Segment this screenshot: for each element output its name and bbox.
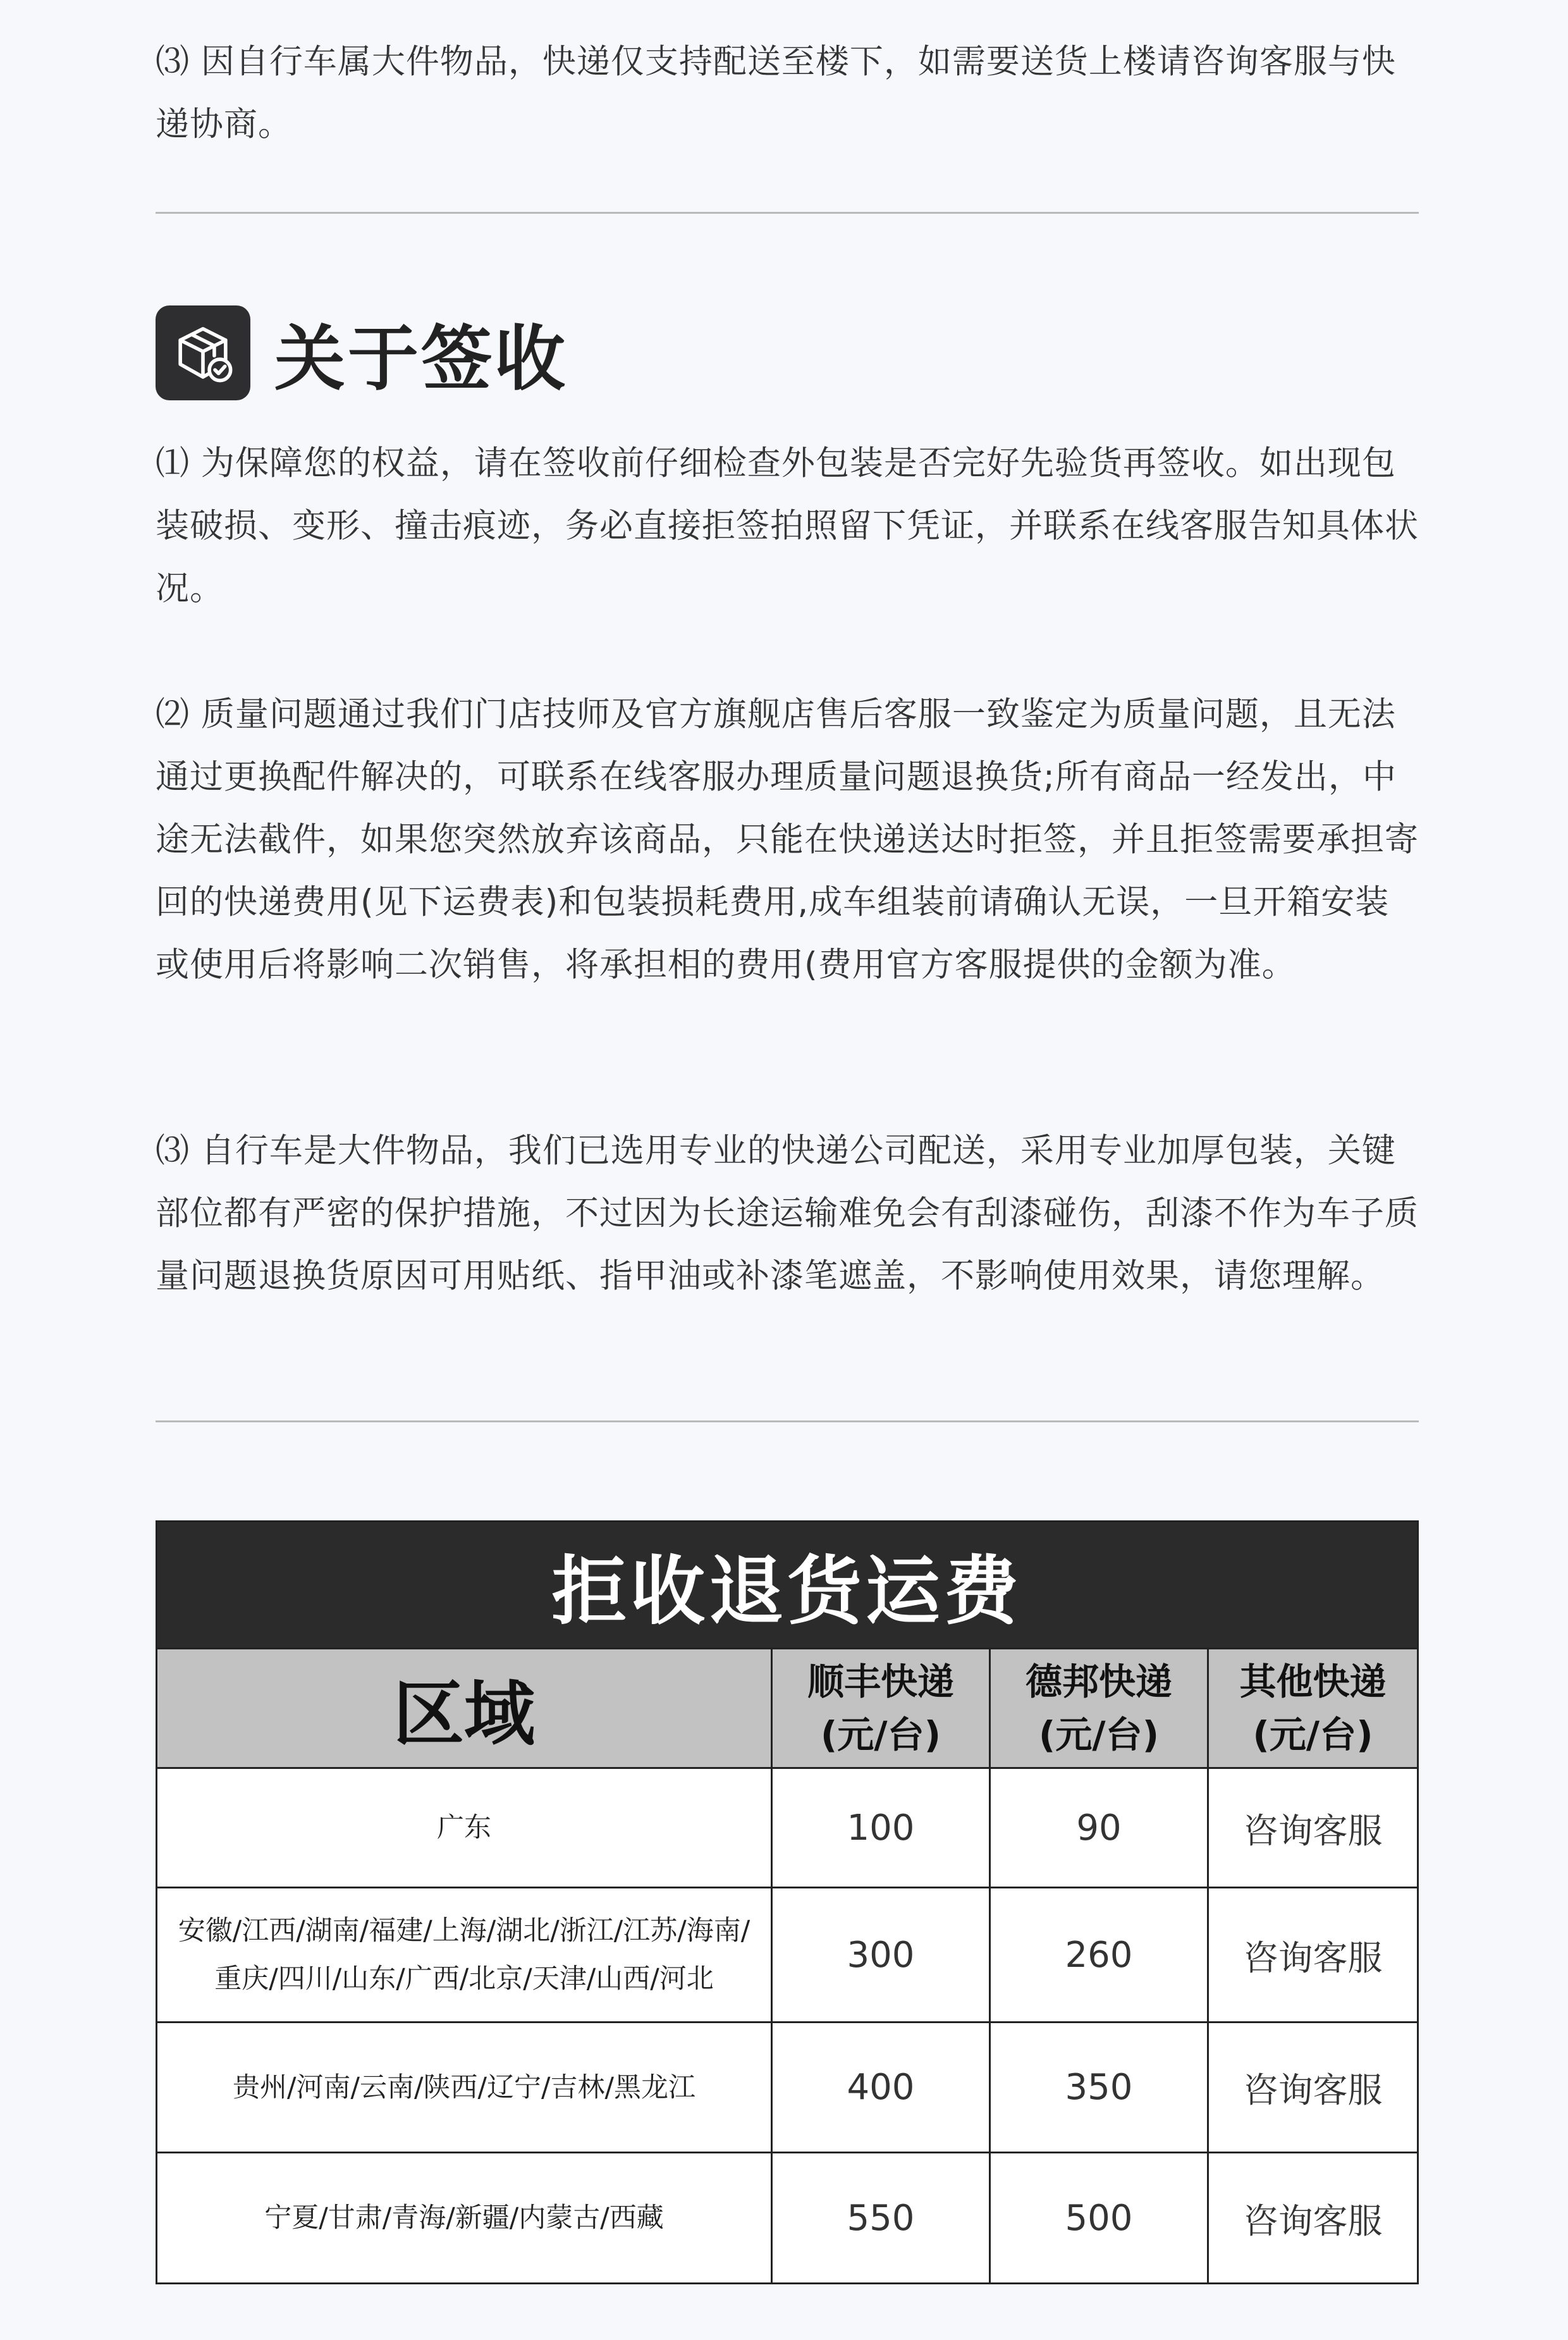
row-sf-fee: 100 — [771, 1769, 989, 1887]
row-sf-fee: 550 — [771, 2153, 989, 2282]
delivery-note-item-3: ⑶ 因自行车属大件物品，快递仅支持配送至楼下，如需要送货上楼请咨询客服与快递协商。 — [156, 42, 1396, 144]
row-other-fee: 咨询客服 — [1207, 2153, 1417, 2282]
header-db — [989, 1649, 1207, 1767]
table-row — [157, 1767, 1417, 1887]
header-db-unit: (元/台) — [1038, 1713, 1160, 1756]
divider-bottom — [156, 1420, 1419, 1422]
header-other-unit: (元/台) — [1253, 1713, 1373, 1756]
row-db-fee: 90 — [989, 1769, 1207, 1887]
signing-item-2: ⑵ 质量问题通过我们门店技师及官方旗舰店售后客服一致鉴定为质量问题，且无法通过更换配件解决的，可联系在线客服办理质量问题退换货;所有商品一经发出，中途无法截件，如果您突然放弃该商品，只能在快递送达时拒签，并且拒签需要承担寄回的快递费用(见下运费表)和包装损耗费用,成车组装前请确认无误，一旦开箱安装或使用后将影响二次销售，将承担相的费用(费用官方客服提供的金额为准。 — [156, 695, 1419, 984]
row-sf-fee: 400 — [771, 2023, 989, 2152]
row-other-fee: 咨询客服 — [1207, 1769, 1417, 1887]
signing-section-title: 关于签收 — [274, 317, 568, 400]
header-sf-name: 顺丰快递 — [807, 1660, 954, 1703]
header-other-name: 其他快递 — [1239, 1660, 1387, 1703]
header-sf — [771, 1649, 989, 1767]
row-region: 广东 — [437, 1812, 491, 1844]
table-row — [157, 1887, 1417, 2021]
row-sf-fee: 300 — [771, 1888, 989, 2021]
row-other-fee: 咨询客服 — [1207, 2023, 1417, 2152]
header-db-name: 德邦快递 — [1025, 1660, 1172, 1703]
table-row — [157, 2152, 1417, 2282]
table-row — [157, 2021, 1417, 2152]
header-region: 区域 — [393, 1673, 535, 1756]
row-other-fee: 咨询客服 — [1207, 1888, 1417, 2021]
return-fee-table — [156, 1520, 1419, 2284]
fee-table-title: 拒收退货运费 — [157, 1522, 1417, 1647]
package-check-icon — [156, 305, 250, 400]
signing-section-header — [156, 305, 568, 400]
row-db-fee: 500 — [989, 2153, 1207, 2282]
row-region: 贵州/河南/云南/陕西/辽宁/吉林/黑龙江 — [233, 2071, 695, 2103]
signing-item-3: ⑶ 自行车是大件物品，我们已选用专业的快递公司配送，采用专业加厚包装，关键部位都有严密的保护措施，不过因为长途运输难免会有刮漆碰伤，刮漆不作为车子质量问题退换货原因可用贴纸、指甲油或补漆笔遮盖，不影响使用效果，请您理解。 — [156, 1131, 1419, 1295]
fee-table-header-row — [157, 1647, 1417, 1767]
row-region: 宁夏/甘肃/青海/新疆/内蒙古/西藏 — [264, 2202, 664, 2234]
header-sf-unit: (元/台) — [820, 1713, 941, 1756]
divider-top — [156, 212, 1419, 214]
row-db-fee: 260 — [989, 1888, 1207, 2021]
row-region: 安徽/江西/湖南/福建/上海/湖北/浙江/江苏/海南/重庆/四川/山东/广西/北京/天津/山西/河北 — [178, 1915, 750, 1995]
row-db-fee: 350 — [989, 2023, 1207, 2152]
signing-item-1: ⑴ 为保障您的权益，请在签收前仔细检查外包装是否完好先验货再签收。如出现包装破损、变形、撞击痕迹，务必直接拒签拍照留下凭证，并联系在线客服告知具体状况。 — [156, 444, 1419, 608]
header-other — [1207, 1649, 1417, 1767]
